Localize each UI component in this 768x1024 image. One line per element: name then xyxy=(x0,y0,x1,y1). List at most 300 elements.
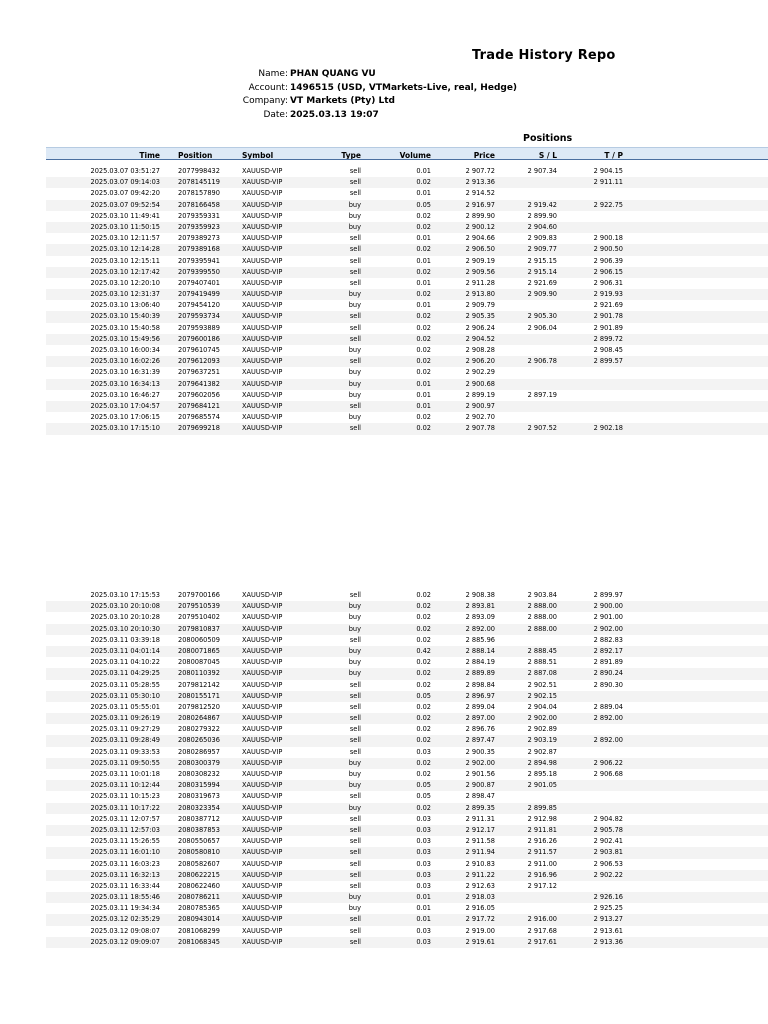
cell-spacer xyxy=(160,702,178,713)
col-spacer xyxy=(160,148,178,159)
cell-position: 2080580810 xyxy=(178,848,220,857)
cell-position: 2081068299 xyxy=(178,926,220,935)
cell-symbol: XAUUSD-VIP xyxy=(242,770,283,778)
cell-volume: 0.02 xyxy=(416,211,431,220)
cell-type: sell xyxy=(349,312,361,321)
cell-price: 2 884.19 xyxy=(465,658,495,667)
cell-sl: 2 903.84 xyxy=(527,591,557,599)
cell-symbol: XAUUSD-VIP xyxy=(242,346,283,354)
cell-position: 2079610745 xyxy=(178,346,220,354)
company-value: VT Markets (Pty) Ltd xyxy=(290,96,395,106)
cell-type: sell xyxy=(349,814,361,823)
cell-symbol: XAUUSD-VIP xyxy=(242,178,283,187)
cell-time: 2025.03.07 03:51:27 xyxy=(90,167,160,175)
cell-time: 2025.03.12 09:09:07 xyxy=(90,937,160,946)
cell-tp: 2 892.00 xyxy=(593,736,623,745)
cell-time: 2025.03.07 09:14:03 xyxy=(90,178,160,187)
cell-symbol: XAUUSD-VIP xyxy=(242,758,283,767)
cell-time: 2025.03.10 17:04:57 xyxy=(90,401,160,410)
cell-spacer xyxy=(160,278,178,289)
cell-spacer xyxy=(160,590,178,601)
cell-tp xyxy=(557,412,623,423)
cell-sl xyxy=(495,401,557,412)
cell-symbol: XAUUSD-VIP xyxy=(242,702,283,711)
cell-price: 2 909.56 xyxy=(465,267,495,276)
cell-type: buy xyxy=(348,658,361,667)
cell-tp: 2 900.00 xyxy=(593,602,623,611)
cell-time: 2025.03.11 09:28:49 xyxy=(90,736,160,745)
cell-position: 2079407401 xyxy=(178,278,220,287)
cell-volume: 0.02 xyxy=(416,413,431,422)
table-row xyxy=(46,323,768,334)
cell-sl: 2 904.60 xyxy=(527,222,557,231)
cell-sl xyxy=(495,334,557,345)
cell-price: 2 904.66 xyxy=(465,234,495,243)
cell-tp: 2 913.27 xyxy=(593,915,623,924)
cell-tp xyxy=(557,367,623,378)
cell-symbol: XAUUSD-VIP xyxy=(242,245,283,254)
cell-type: buy xyxy=(348,624,361,633)
cell-tp: 2 908.45 xyxy=(593,346,623,354)
cell-volume: 0.02 xyxy=(416,702,431,711)
cell-symbol: XAUUSD-VIP xyxy=(242,357,283,366)
cell-symbol: XAUUSD-VIP xyxy=(242,200,283,209)
cell-sl: 2 888.45 xyxy=(527,646,557,655)
cell-tp: 2 900.50 xyxy=(593,245,623,254)
col-price: Price xyxy=(473,151,495,160)
cell-type: sell xyxy=(349,178,361,187)
cell-position: 2079641382 xyxy=(178,379,220,388)
cell-type: sell xyxy=(349,256,361,265)
cell-symbol: XAUUSD-VIP xyxy=(242,379,283,388)
cell-type: buy xyxy=(348,346,361,354)
cell-sl: 2 894.98 xyxy=(527,758,557,767)
col-volume: Volume xyxy=(399,151,431,160)
cell-sl: 2 909.90 xyxy=(527,290,557,299)
cell-price: 2 902.70 xyxy=(465,413,495,422)
account-row xyxy=(200,82,517,96)
cell-symbol: XAUUSD-VIP xyxy=(242,848,283,857)
cell-price: 2 900.97 xyxy=(465,401,495,410)
cell-symbol: XAUUSD-VIP xyxy=(242,803,283,812)
cell-time: 2025.03.10 12:17:42 xyxy=(90,267,160,276)
cell-tp: 2 913.61 xyxy=(593,926,623,935)
cell-time: 2025.03.11 10:01:18 xyxy=(90,770,160,778)
report-title: Trade History Repo xyxy=(472,48,616,63)
cell-volume: 0.01 xyxy=(416,167,431,175)
cell-spacer xyxy=(160,914,178,925)
cell-sl: 2 897.19 xyxy=(527,390,557,399)
cell-volume: 0.05 xyxy=(416,781,431,790)
cell-spacer xyxy=(160,769,178,780)
cell-sl: 2 907.34 xyxy=(527,167,557,175)
cell-spacer xyxy=(160,323,178,334)
table-row xyxy=(46,847,768,858)
cell-position: 2080315994 xyxy=(178,781,220,790)
cell-volume: 0.01 xyxy=(416,915,431,924)
cell-position: 2080286957 xyxy=(178,747,220,756)
cell-type: buy xyxy=(348,200,361,209)
cell-type: sell xyxy=(349,859,361,868)
cell-tp: 2 913.36 xyxy=(593,937,623,946)
cell-spacer xyxy=(160,791,178,802)
cell-price: 2 898.47 xyxy=(465,792,495,801)
cell-type: sell xyxy=(349,870,361,879)
cell-volume: 0.02 xyxy=(416,602,431,611)
cell-volume: 0.02 xyxy=(416,669,431,678)
cell-tp xyxy=(557,188,623,199)
cell-position: 2080943014 xyxy=(178,915,220,924)
cell-position: 2080387853 xyxy=(178,825,220,834)
cell-time: 2025.03.11 09:26:19 xyxy=(90,714,160,723)
cell-tp xyxy=(557,390,623,401)
cell-volume: 0.01 xyxy=(416,379,431,388)
cell-spacer xyxy=(160,601,178,612)
table-row xyxy=(46,401,768,412)
cell-spacer xyxy=(160,937,178,948)
cell-price: 2 910.83 xyxy=(465,859,495,868)
cell-type: sell xyxy=(349,680,361,689)
cell-volume: 0.02 xyxy=(416,635,431,644)
cell-sl: 2 911.57 xyxy=(527,848,557,857)
cell-sl xyxy=(495,903,557,914)
cell-sl: 2 903.19 xyxy=(527,736,557,745)
cell-tp: 2 921.69 xyxy=(593,301,623,310)
cell-type: sell xyxy=(349,234,361,243)
cell-spacer xyxy=(160,814,178,825)
table-row xyxy=(46,859,768,870)
cell-type: sell xyxy=(349,937,361,946)
cell-volume: 0.02 xyxy=(416,758,431,767)
cell-sl xyxy=(495,300,557,311)
cell-tp: 2 899.97 xyxy=(593,591,623,599)
cell-position: 2080071865 xyxy=(178,646,220,655)
table-row xyxy=(46,601,768,612)
cell-spacer xyxy=(160,836,178,847)
table-row xyxy=(46,624,768,635)
cell-position: 2080323354 xyxy=(178,803,220,812)
cell-price: 2 897.47 xyxy=(465,736,495,745)
cell-symbol: XAUUSD-VIP xyxy=(242,167,283,175)
cell-tp: 2 906.68 xyxy=(593,770,623,778)
cell-price: 2 892.00 xyxy=(465,624,495,633)
cell-sl: 2 895.18 xyxy=(527,770,557,778)
cell-spacer xyxy=(160,334,178,345)
cell-sl xyxy=(495,412,557,423)
table-row xyxy=(46,345,768,356)
cell-sl xyxy=(495,345,557,356)
cell-time: 2025.03.11 16:33:44 xyxy=(90,881,160,890)
cell-position: 2079700166 xyxy=(178,591,220,599)
cell-type: sell xyxy=(349,267,361,276)
cell-time: 2025.03.10 12:20:10 xyxy=(90,278,160,287)
cell-spacer xyxy=(160,390,178,401)
cell-position: 2080264867 xyxy=(178,714,220,723)
cell-time: 2025.03.11 12:07:57 xyxy=(90,814,160,823)
cell-price: 2 909.79 xyxy=(465,301,495,310)
cell-volume: 0.03 xyxy=(416,859,431,868)
cell-volume: 0.03 xyxy=(416,937,431,946)
cell-type: buy xyxy=(348,301,361,310)
cell-spacer xyxy=(160,222,178,233)
name-value: PHAN QUANG VU xyxy=(290,69,376,79)
cell-symbol: XAUUSD-VIP xyxy=(242,859,283,868)
cell-volume: 0.03 xyxy=(416,825,431,834)
table-header xyxy=(46,147,768,160)
cell-time: 2025.03.10 17:15:53 xyxy=(90,591,160,599)
cell-price: 2 908.28 xyxy=(465,346,495,354)
cell-price: 2 893.81 xyxy=(465,602,495,611)
cell-sl: 2 916.00 xyxy=(527,915,557,924)
cell-time: 2025.03.11 05:55:01 xyxy=(90,702,160,711)
cell-tp: 2 892.00 xyxy=(593,714,623,723)
cell-spacer xyxy=(160,825,178,836)
cell-position: 2079389168 xyxy=(178,245,220,254)
cell-sl: 2 917.61 xyxy=(527,937,557,946)
cell-tp: 2 882.83 xyxy=(593,635,623,644)
cell-type: buy xyxy=(348,613,361,622)
cell-sl xyxy=(495,892,557,903)
cell-sl: 2 916.96 xyxy=(527,870,557,879)
cell-type: sell xyxy=(349,747,361,756)
cell-time: 2025.03.10 15:40:39 xyxy=(90,312,160,321)
cell-position: 2080155171 xyxy=(178,691,220,700)
cell-position: 2079602056 xyxy=(178,390,220,399)
cell-position: 2080319673 xyxy=(178,792,220,801)
cell-tp: 2 901.00 xyxy=(593,613,623,622)
table-row xyxy=(46,256,768,267)
cell-sl: 2 888.00 xyxy=(527,624,557,633)
cell-symbol: XAUUSD-VIP xyxy=(242,680,283,689)
cell-volume: 0.05 xyxy=(416,691,431,700)
cell-symbol: XAUUSD-VIP xyxy=(242,658,283,667)
cell-sl: 2 909.77 xyxy=(527,245,557,254)
cell-tp: 2 902.18 xyxy=(593,424,623,433)
cell-volume: 0.02 xyxy=(416,714,431,723)
cell-spacer xyxy=(160,166,178,177)
cell-sl: 2 907.52 xyxy=(527,424,557,433)
cell-type: buy xyxy=(348,646,361,655)
cell-time: 2025.03.11 10:17:22 xyxy=(90,803,160,812)
cell-time: 2025.03.10 12:14:28 xyxy=(90,245,160,254)
positions-table-block-2 xyxy=(46,590,768,948)
cell-volume: 0.01 xyxy=(416,256,431,265)
cell-price: 2 919.00 xyxy=(465,926,495,935)
cell-volume: 0.02 xyxy=(416,267,431,276)
cell-position: 2080622460 xyxy=(178,881,220,890)
cell-sl: 2 909.83 xyxy=(527,234,557,243)
cell-volume: 0.01 xyxy=(416,278,431,287)
table-row xyxy=(46,680,768,691)
cell-spacer xyxy=(160,926,178,937)
cell-price: 2 914.52 xyxy=(465,189,495,198)
cell-tp xyxy=(557,401,623,412)
cell-volume: 0.02 xyxy=(416,178,431,187)
cell-position: 2080308232 xyxy=(178,770,220,778)
cell-volume: 0.02 xyxy=(416,357,431,366)
col-time: Time xyxy=(139,151,160,160)
cell-time: 2025.03.11 09:50:55 xyxy=(90,758,160,767)
cell-spacer xyxy=(160,300,178,311)
col-position: Position xyxy=(178,151,213,160)
table-row xyxy=(46,713,768,724)
cell-volume: 0.02 xyxy=(416,290,431,299)
cell-type: buy xyxy=(348,758,361,767)
cell-tp xyxy=(557,881,623,892)
cell-spacer xyxy=(160,311,178,322)
table-row xyxy=(46,379,768,390)
cell-sl: 2 905.30 xyxy=(527,312,557,321)
cell-symbol: XAUUSD-VIP xyxy=(242,904,283,913)
table-row xyxy=(46,903,768,914)
positions-section-title: Positions xyxy=(523,133,573,144)
cell-position: 2079389273 xyxy=(178,234,220,243)
cell-sl: 2 899.90 xyxy=(527,211,557,220)
table-row xyxy=(46,412,768,423)
cell-time: 2025.03.11 16:32:13 xyxy=(90,870,160,879)
cell-volume: 0.01 xyxy=(416,401,431,410)
cell-spacer xyxy=(160,646,178,657)
cell-tp xyxy=(557,780,623,791)
cell-time: 2025.03.11 16:01:10 xyxy=(90,848,160,857)
cell-sl: 2 888.00 xyxy=(527,613,557,622)
cell-symbol: XAUUSD-VIP xyxy=(242,368,283,377)
table-row xyxy=(46,937,768,948)
cell-type: buy xyxy=(348,290,361,299)
cell-volume: 0.03 xyxy=(416,926,431,935)
cell-price: 2 885.96 xyxy=(465,635,495,644)
cell-type: sell xyxy=(349,837,361,846)
cell-tp xyxy=(557,791,623,802)
cell-sl: 2 915.14 xyxy=(527,267,557,276)
cell-sl: 2 902.51 xyxy=(527,680,557,689)
cell-symbol: XAUUSD-VIP xyxy=(242,323,283,332)
cell-sl: 2 911.81 xyxy=(527,825,557,834)
cell-spacer xyxy=(160,803,178,814)
cell-spacer xyxy=(160,724,178,735)
cell-volume: 0.02 xyxy=(416,624,431,633)
cell-type: sell xyxy=(349,401,361,410)
cell-position: 2079637251 xyxy=(178,368,220,377)
cell-symbol: XAUUSD-VIP xyxy=(242,312,283,321)
cell-position: 2079684121 xyxy=(178,401,220,410)
cell-price: 2 904.52 xyxy=(465,334,495,343)
table-row xyxy=(46,635,768,646)
cell-type: sell xyxy=(349,848,361,857)
cell-symbol: XAUUSD-VIP xyxy=(242,413,283,422)
cell-price: 2 905.35 xyxy=(465,312,495,321)
cell-sl xyxy=(495,635,557,646)
cell-type: sell xyxy=(349,591,361,599)
account-label: Account: xyxy=(248,82,288,93)
cell-time: 2025.03.10 17:06:15 xyxy=(90,413,160,422)
cell-volume: 0.01 xyxy=(416,189,431,198)
cell-volume: 0.01 xyxy=(416,893,431,902)
cell-symbol: XAUUSD-VIP xyxy=(242,189,283,198)
cell-type: buy xyxy=(348,390,361,399)
cell-price: 2 916.05 xyxy=(465,904,495,913)
cell-position: 2079454120 xyxy=(178,301,220,310)
cell-price: 2 902.29 xyxy=(465,368,495,377)
cell-price: 2 912.63 xyxy=(465,881,495,890)
cell-symbol: XAUUSD-VIP xyxy=(242,211,283,220)
cell-price: 2 917.72 xyxy=(465,915,495,924)
cell-symbol: XAUUSD-VIP xyxy=(242,915,283,924)
cell-position: 2080786211 xyxy=(178,893,220,902)
table-row xyxy=(46,914,768,925)
cell-tp xyxy=(557,747,623,758)
cell-price: 2 902.00 xyxy=(465,758,495,767)
cell-tp: 2 906.39 xyxy=(593,256,623,265)
cell-spacer xyxy=(160,747,178,758)
cell-spacer xyxy=(160,735,178,746)
cell-sl: 2 917.12 xyxy=(527,881,557,890)
cell-tp: 2 890.30 xyxy=(593,680,623,689)
cell-price: 2 898.84 xyxy=(465,680,495,689)
cell-sl: 2 902.00 xyxy=(527,714,557,723)
cell-volume: 0.02 xyxy=(416,346,431,354)
col-type: Type xyxy=(341,151,361,160)
cell-time: 2025.03.10 11:49:41 xyxy=(90,211,160,220)
cell-spacer xyxy=(160,289,178,300)
cell-sl: 2 888.51 xyxy=(527,658,557,667)
cell-price: 2 889.89 xyxy=(465,669,495,678)
cell-symbol: XAUUSD-VIP xyxy=(242,301,283,310)
table-row xyxy=(46,612,768,623)
cell-symbol: XAUUSD-VIP xyxy=(242,825,283,834)
cell-position: 2081068345 xyxy=(178,937,220,946)
table-row xyxy=(46,791,768,802)
cell-symbol: XAUUSD-VIP xyxy=(242,613,283,622)
cell-price: 2 911.94 xyxy=(465,848,495,857)
cell-price: 2 911.58 xyxy=(465,837,495,846)
cell-tp xyxy=(557,691,623,702)
cell-position: 2079359923 xyxy=(178,222,220,231)
table-row xyxy=(46,780,768,791)
cell-sl: 2 911.00 xyxy=(527,859,557,868)
table-row xyxy=(46,747,768,758)
cell-volume: 0.03 xyxy=(416,848,431,857)
cell-type: buy xyxy=(348,368,361,377)
cell-price: 2 911.22 xyxy=(465,870,495,879)
cell-sl: 2 921.69 xyxy=(527,278,557,287)
account-info xyxy=(200,68,517,122)
cell-type: buy xyxy=(348,893,361,902)
cell-price: 2 912.17 xyxy=(465,825,495,834)
table-row xyxy=(46,300,768,311)
cell-sl: 2 902.87 xyxy=(527,747,557,756)
cell-symbol: XAUUSD-VIP xyxy=(242,401,283,410)
cell-spacer xyxy=(160,267,178,278)
table-row xyxy=(46,892,768,903)
table-row xyxy=(46,758,768,769)
cell-spacer xyxy=(160,881,178,892)
cell-tp: 2 902.41 xyxy=(593,837,623,846)
table-row xyxy=(46,724,768,735)
cell-tp: 2 926.16 xyxy=(593,893,623,902)
name-row xyxy=(200,68,517,82)
table-row xyxy=(46,211,768,222)
cell-type: sell xyxy=(349,357,361,366)
cell-symbol: XAUUSD-VIP xyxy=(242,926,283,935)
cell-time: 2025.03.07 09:52:54 xyxy=(90,200,160,209)
cell-type: buy xyxy=(348,222,361,231)
cell-spacer xyxy=(160,379,178,390)
cell-spacer xyxy=(160,345,178,356)
table-row xyxy=(46,735,768,746)
cell-symbol: XAUUSD-VIP xyxy=(242,870,283,879)
cell-volume: 0.02 xyxy=(416,770,431,778)
